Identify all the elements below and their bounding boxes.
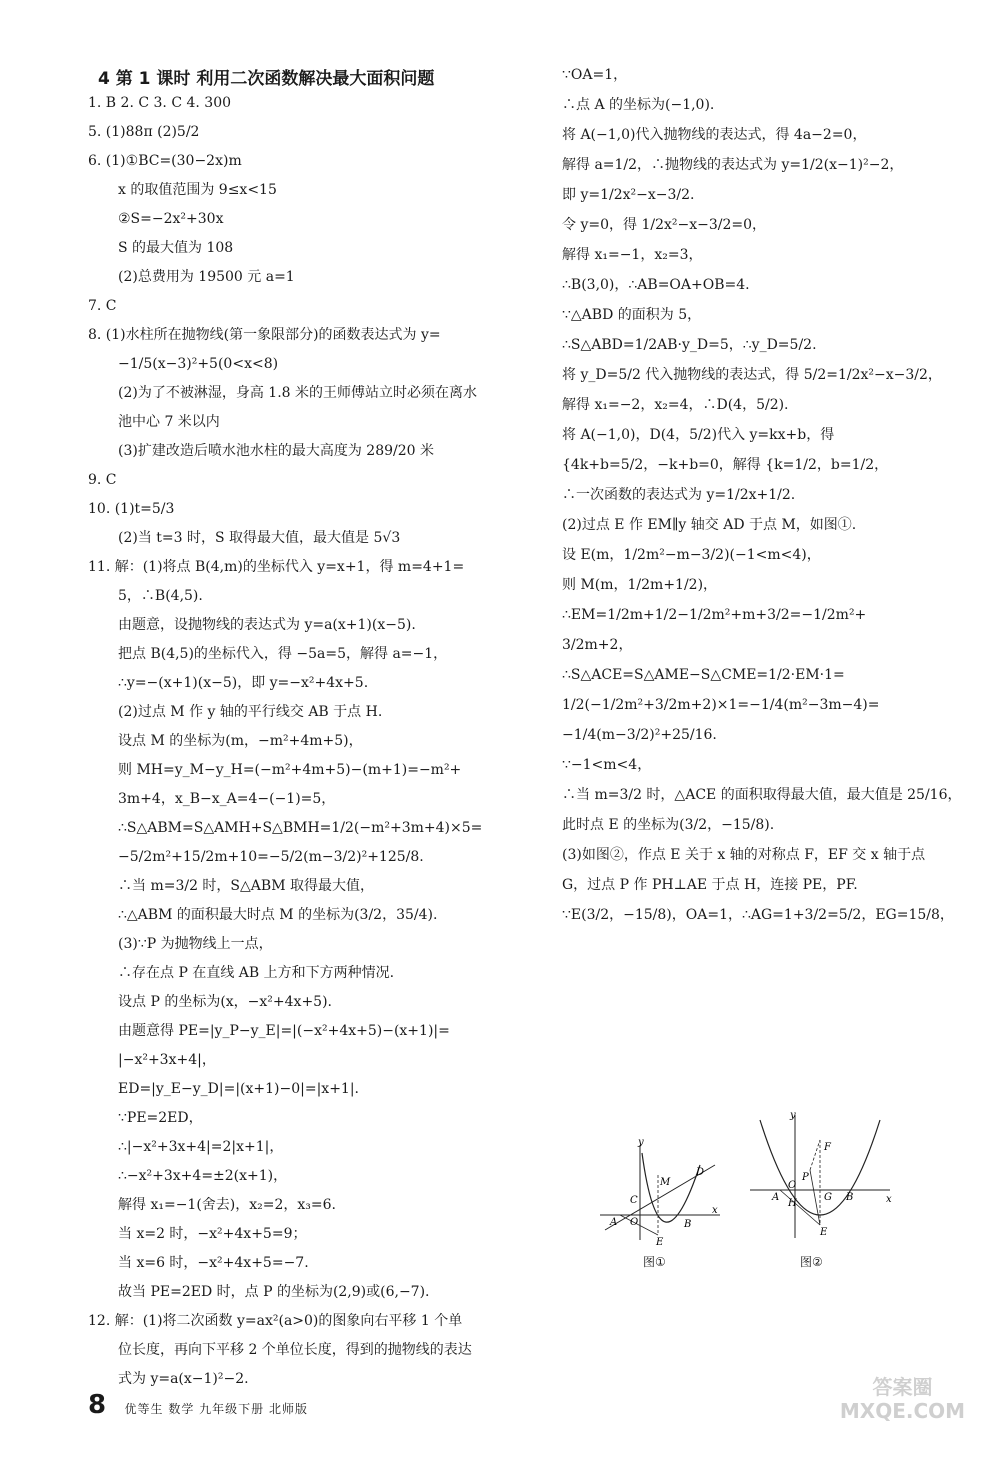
figure-1-caption: 图① [643, 1255, 666, 1269]
left-line: ED=|y_E−y_D|=|(x+1)−0|=|x+1|. [118, 1081, 360, 1097]
left-line: 当 x=6 时，−x²+4x+5=−7. [118, 1255, 309, 1271]
right-line: −1/4(m−3/2)²+25/16. [562, 727, 717, 743]
left-line: 11. 解：(1)将点 B(4,m)的坐标代入 y=x+1，得 m=4+1= [88, 559, 465, 575]
right-line: (3)如图②，作点 E 关于 x 轴的对称点 F，EF 交 x 轴于点 [562, 847, 926, 863]
right-line: 此时点 E 的坐标为(3/2，−15/8). [562, 817, 775, 833]
svg-text:B: B [846, 1192, 854, 1203]
footer-text: 优等生 数学 九年级下册 北师版 [124, 1402, 308, 1416]
left-line: 由题意，设抛物线的表达式为 y=a(x+1)(x−5). [118, 617, 416, 633]
left-line: 3m+4，x_B−x_A=4−(−1)=5， [118, 791, 336, 807]
left-line: 6. (1)①BC=(30−2x)m [88, 153, 242, 169]
figure-2 [740, 1110, 900, 1240]
svg-text:F: F [824, 1142, 831, 1153]
left-line: 位长度，再向下平移 2 个单位长度，得到的抛物线的表达 [118, 1342, 472, 1358]
right-line: {4k+b=5/2，−k+b=0，解得 {k=1/2，b=1/2， [562, 457, 889, 473]
left-line: 9. C [88, 472, 117, 488]
right-line: 将 A(−1,0)代入抛物线的表达式，得 4a−2=0， [562, 127, 867, 143]
left-line: 则 MH=y_M−y_H=(−m²+4m+5)−(m+1)=−m²+ [118, 762, 462, 778]
svg-text:O: O [788, 1180, 797, 1191]
fig1-parabola [642, 1153, 700, 1222]
left-line: 故当 PE=2ED 时，点 P 的坐标为(2,9)或(6,−7). [118, 1284, 430, 1300]
left-line: ∴当 m=3/2 时，S△ABM 取得最大值， [118, 878, 374, 894]
left-line: (2)当 t=3 时，S 取得最大值，最大值是 5√3 [118, 530, 401, 546]
right-line: ∴EM=1/2m+1/2−1/2m²+m+3/2=−1/2m²+ [562, 607, 867, 623]
right-line: ∴一次函数的表达式为 y=1/2x+1/2. [562, 487, 796, 503]
left-line: ∴S△ABM=S△AMH+S△BMH=1/2(−m²+3m+4)×5= [118, 820, 483, 836]
right-line: ∵△ABD 的面积为 5， [562, 307, 702, 323]
left-line: ∵PE=2ED， [118, 1110, 203, 1126]
left-line: ∴存在点 P 在直线 AB 上方和下方两种情况. [118, 965, 395, 981]
svg-text:O: O [630, 1217, 639, 1228]
right-line: G，过点 P 作 PH⊥AE 于点 H，连接 PE，PF. [562, 877, 858, 893]
page-number: 8 [88, 1390, 107, 1420]
svg-text:E: E [820, 1227, 828, 1238]
right-line: ∴S△ACE=S△AME−S△CME=1/2·EM·1= [562, 667, 845, 683]
left-line: 5，∴B(4,5). [118, 588, 203, 604]
right-line: (2)过点 E 作 EM∥y 轴交 AD 于点 M，如图①. [562, 517, 857, 533]
left-line: ∴|−x²+3x+4|=2|x+1|， [118, 1139, 284, 1155]
right-line: 解得 x₁=−2，x₂=4，∴D(4，5/2). [562, 397, 789, 413]
left-line: |−x²+3x+4|， [118, 1052, 216, 1068]
right-line: ∴点 A 的坐标为(−1,0). [562, 97, 715, 113]
left-line: x 的取值范围为 9≤x<15 [118, 182, 277, 198]
left-line: 8. (1)水柱所在抛物线(第一象限部分)的函数表达式为 y= [88, 327, 441, 343]
right-line: 即 y=1/2x²−x−3/2. [562, 187, 695, 203]
svg-text:x: x [712, 1205, 718, 1216]
figure-2-caption: 图② [800, 1255, 823, 1269]
left-line: 5. (1)88π (2)5/2 [88, 124, 200, 140]
left-line: 由题意得 PE=|y_P−y_E|=|(−x²+4x+5)−(x+1)|= [118, 1023, 450, 1039]
left-line: (2)为了不被淋湿，身高 1.8 米的王师傅站立时必须在离水 [118, 385, 477, 401]
left-line: −1/5(x−3)²+5(0<x<8) [118, 356, 279, 372]
left-line: −5/2m²+15/2m+10=−5/2(m−3/2)²+125/8. [118, 849, 424, 865]
right-line: ∴S△ABD=1/2AB·y_D=5，∴y_D=5/2. [562, 337, 817, 353]
svg-text:G: G [824, 1192, 832, 1203]
right-line: 设 E(m，1/2m²−m−3/2)(−1<m<4)， [562, 547, 821, 563]
right-line: 令 y=0，得 1/2x²−x−3/2=0， [562, 217, 767, 233]
svg-text:M: M [660, 1177, 671, 1188]
left-line: 解得 x₁=−1(舍去)，x₂=2，x₃=6. [118, 1197, 336, 1213]
svg-text:H: H [788, 1198, 797, 1209]
left-line: 7. C [88, 298, 117, 314]
right-line: 则 M(m，1/2m+1/2)， [562, 577, 718, 593]
figure-1 [600, 1135, 730, 1245]
right-line: ∴B(3,0)，∴AB=OA+OB=4. [562, 277, 750, 293]
left-line: S 的最大值为 108 [118, 240, 234, 256]
fig2-line-pe [810, 1170, 820, 1225]
left-line: 当 x=2 时，−x²+4x+5=9； [118, 1226, 307, 1242]
right-line: ∵OA=1， [562, 67, 628, 83]
svg-text:P: P [802, 1172, 809, 1183]
left-line: ∴△ABM 的面积最大时点 M 的坐标为(3/2，35/4). [118, 907, 438, 923]
left-line: (2)过点 M 作 y 轴的平行线交 AB 于点 H. [118, 704, 383, 720]
left-line: ②S=−2x²+30x [118, 211, 224, 227]
left-line: 10. (1)t=5/3 [88, 501, 175, 517]
right-line: 1/2(−1/2m²+3/2m+2)×1=−1/4(m²−3m−4)= [562, 697, 880, 713]
right-line: ∵−1<m<4， [562, 757, 652, 773]
svg-text:y: y [790, 1110, 796, 1121]
page-footer [88, 1390, 308, 1420]
right-line: ∴当 m=3/2 时，△ACE 的面积取得最大值，最大值是 25/16， [562, 787, 962, 803]
left-line: (2)总费用为 19500 元 a=1 [118, 269, 295, 285]
right-line: 将 y_D=5/2 代入抛物线的表达式，得 5/2=1/2x²−x−3/2， [562, 367, 942, 383]
left-line: 设点 P 的坐标为(x，−x²+4x+5). [118, 994, 332, 1010]
right-line: 将 A(−1,0)，D(4，5/2)代入 y=kx+b，得 [562, 427, 835, 443]
right-line: 3/2m+2， [562, 637, 633, 653]
fig1-line-ae [620, 1215, 658, 1235]
svg-text:C: C [630, 1195, 638, 1206]
left-line: (3)∵P 为抛物线上一点， [118, 936, 273, 952]
svg-text:E: E [656, 1237, 664, 1245]
svg-text:y: y [638, 1137, 644, 1148]
fig2-line-ae [780, 1190, 820, 1225]
section-title: 4 第 1 课时 利用二次函数解决最大面积问题 [98, 69, 435, 89]
fig2-line-pf [810, 1140, 820, 1170]
left-line: ∴y=−(x+1)(x−5)，即 y=−x²+4x+5. [118, 675, 369, 691]
left-line: ∴−x²+3x+4=±2(x+1)， [118, 1168, 288, 1184]
watermark: 答案圈 MXQE.COM [839, 1375, 966, 1423]
left-line: (3)扩建改造后喷水池水柱的最大高度为 289/20 米 [118, 443, 434, 459]
svg-text:A: A [772, 1192, 780, 1203]
left-line: 把点 B(4,5)的坐标代入，得 −5a=5，解得 a=−1， [118, 646, 448, 662]
right-line: 解得 a=1/2，∴抛物线的表达式为 y=1/2(x−1)²−2， [562, 157, 904, 173]
right-line: ∵E(3/2，−15/8)，OA=1，∴AG=1+3/2=5/2，EG=15/8， [562, 907, 954, 923]
svg-text:A: A [610, 1217, 618, 1228]
left-line: 式为 y=a(x−1)²−2. [118, 1371, 249, 1387]
left-line: 1. B 2. C 3. C 4. 300 [88, 95, 232, 111]
svg-text:B: B [684, 1219, 692, 1230]
right-line: 解得 x₁=−1，x₂=3， [562, 247, 703, 263]
left-line: 设点 M 的坐标为(m，−m²+4m+5)， [118, 733, 363, 749]
svg-text:x: x [886, 1194, 892, 1205]
svg-text:D: D [696, 1167, 705, 1178]
left-line: 池中心 7 米以内 [118, 414, 220, 430]
left-line: 12. 解：(1)将二次函数 y=ax²(a>0)的图象向右平移 1 个单 [88, 1313, 463, 1329]
